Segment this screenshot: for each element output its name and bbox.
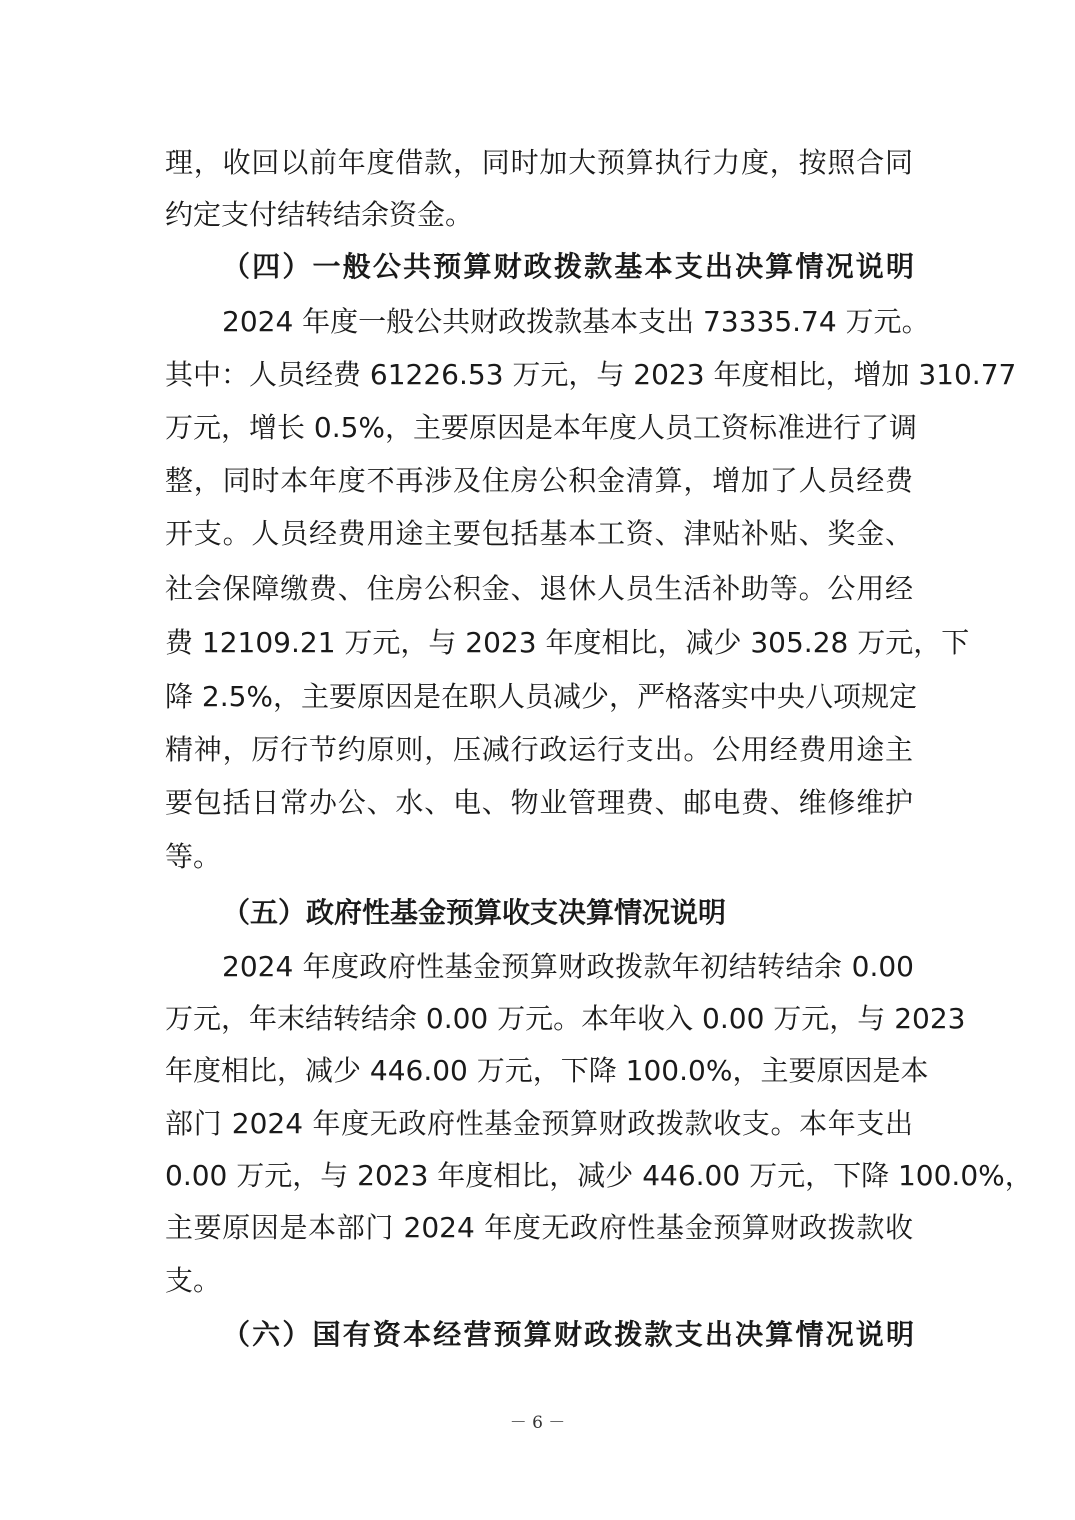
body-line: 理，收回以前年度借款，同时加大预算执行力度，按照合同	[165, 146, 913, 179]
section-heading: （六）国有资本经营预算财政拨款支出决算情况说明	[222, 1318, 914, 1351]
body-line: 精神，厉行节约原则，压减行政运行支出。公用经费用途主	[165, 733, 913, 766]
body-line: 等。	[165, 840, 222, 873]
body-line: 约定支付结转结余资金。	[165, 198, 474, 231]
section-heading: （五）政府性基金预算收支决算情况说明	[222, 896, 727, 929]
body-line: 社会保障缴费、住房公积金、退休人员生活补助等。公用经	[165, 572, 913, 605]
body-line: 万元，增长 0.5%，主要原因是本年度人员工资标准进行了调	[165, 411, 918, 444]
body-line: 部门 2024 年度无政府性基金预算财政拨款收支。本年支出	[165, 1107, 913, 1140]
body-line: 费 12109.21 万元，与 2023 年度相比，减少 305.28 万元，下	[165, 626, 970, 659]
body-line: 2024 年度一般公共财政拨款基本支出 73335.74 万元。	[222, 305, 930, 338]
body-line: 其中：人员经费 61226.53 万元，与 2023 年度相比，增加 310.77	[165, 358, 1017, 391]
page-number: － 6 －	[509, 1413, 566, 1433]
body-line: 2024 年度政府性基金预算财政拨款年初结转结余 0.00	[222, 950, 914, 983]
body-line: 主要原因是本部门 2024 年度无政府性基金预算财政拨款收	[165, 1211, 913, 1244]
body-line: 开支。人员经费用途主要包括基本工资、津贴补贴、奖金、	[165, 517, 913, 550]
body-line: 支。	[165, 1264, 222, 1297]
body-line: 降 2.5%，主要原因是在职人员减少，严格落实中央八项规定	[165, 680, 918, 713]
body-line: 0.00 万元，与 2023 年度相比，减少 446.00 万元，下降 100.0%，	[165, 1159, 1033, 1192]
body-line: 年度相比，减少 446.00 万元，下降 100.0%，主要原因是本	[165, 1054, 929, 1087]
section-heading: （四）一般公共预算财政拨款基本支出决算情况说明	[222, 250, 914, 283]
body-line: 整，同时本年度不再涉及住房公积金清算，增加了人员经费	[165, 464, 913, 497]
body-line: 要包括日常办公、水、电、物业管理费、邮电费、维修维护	[165, 786, 913, 819]
body-line: 万元，年末结转结余 0.00 万元。本年收入 0.00 万元，与 2023	[165, 1002, 966, 1035]
